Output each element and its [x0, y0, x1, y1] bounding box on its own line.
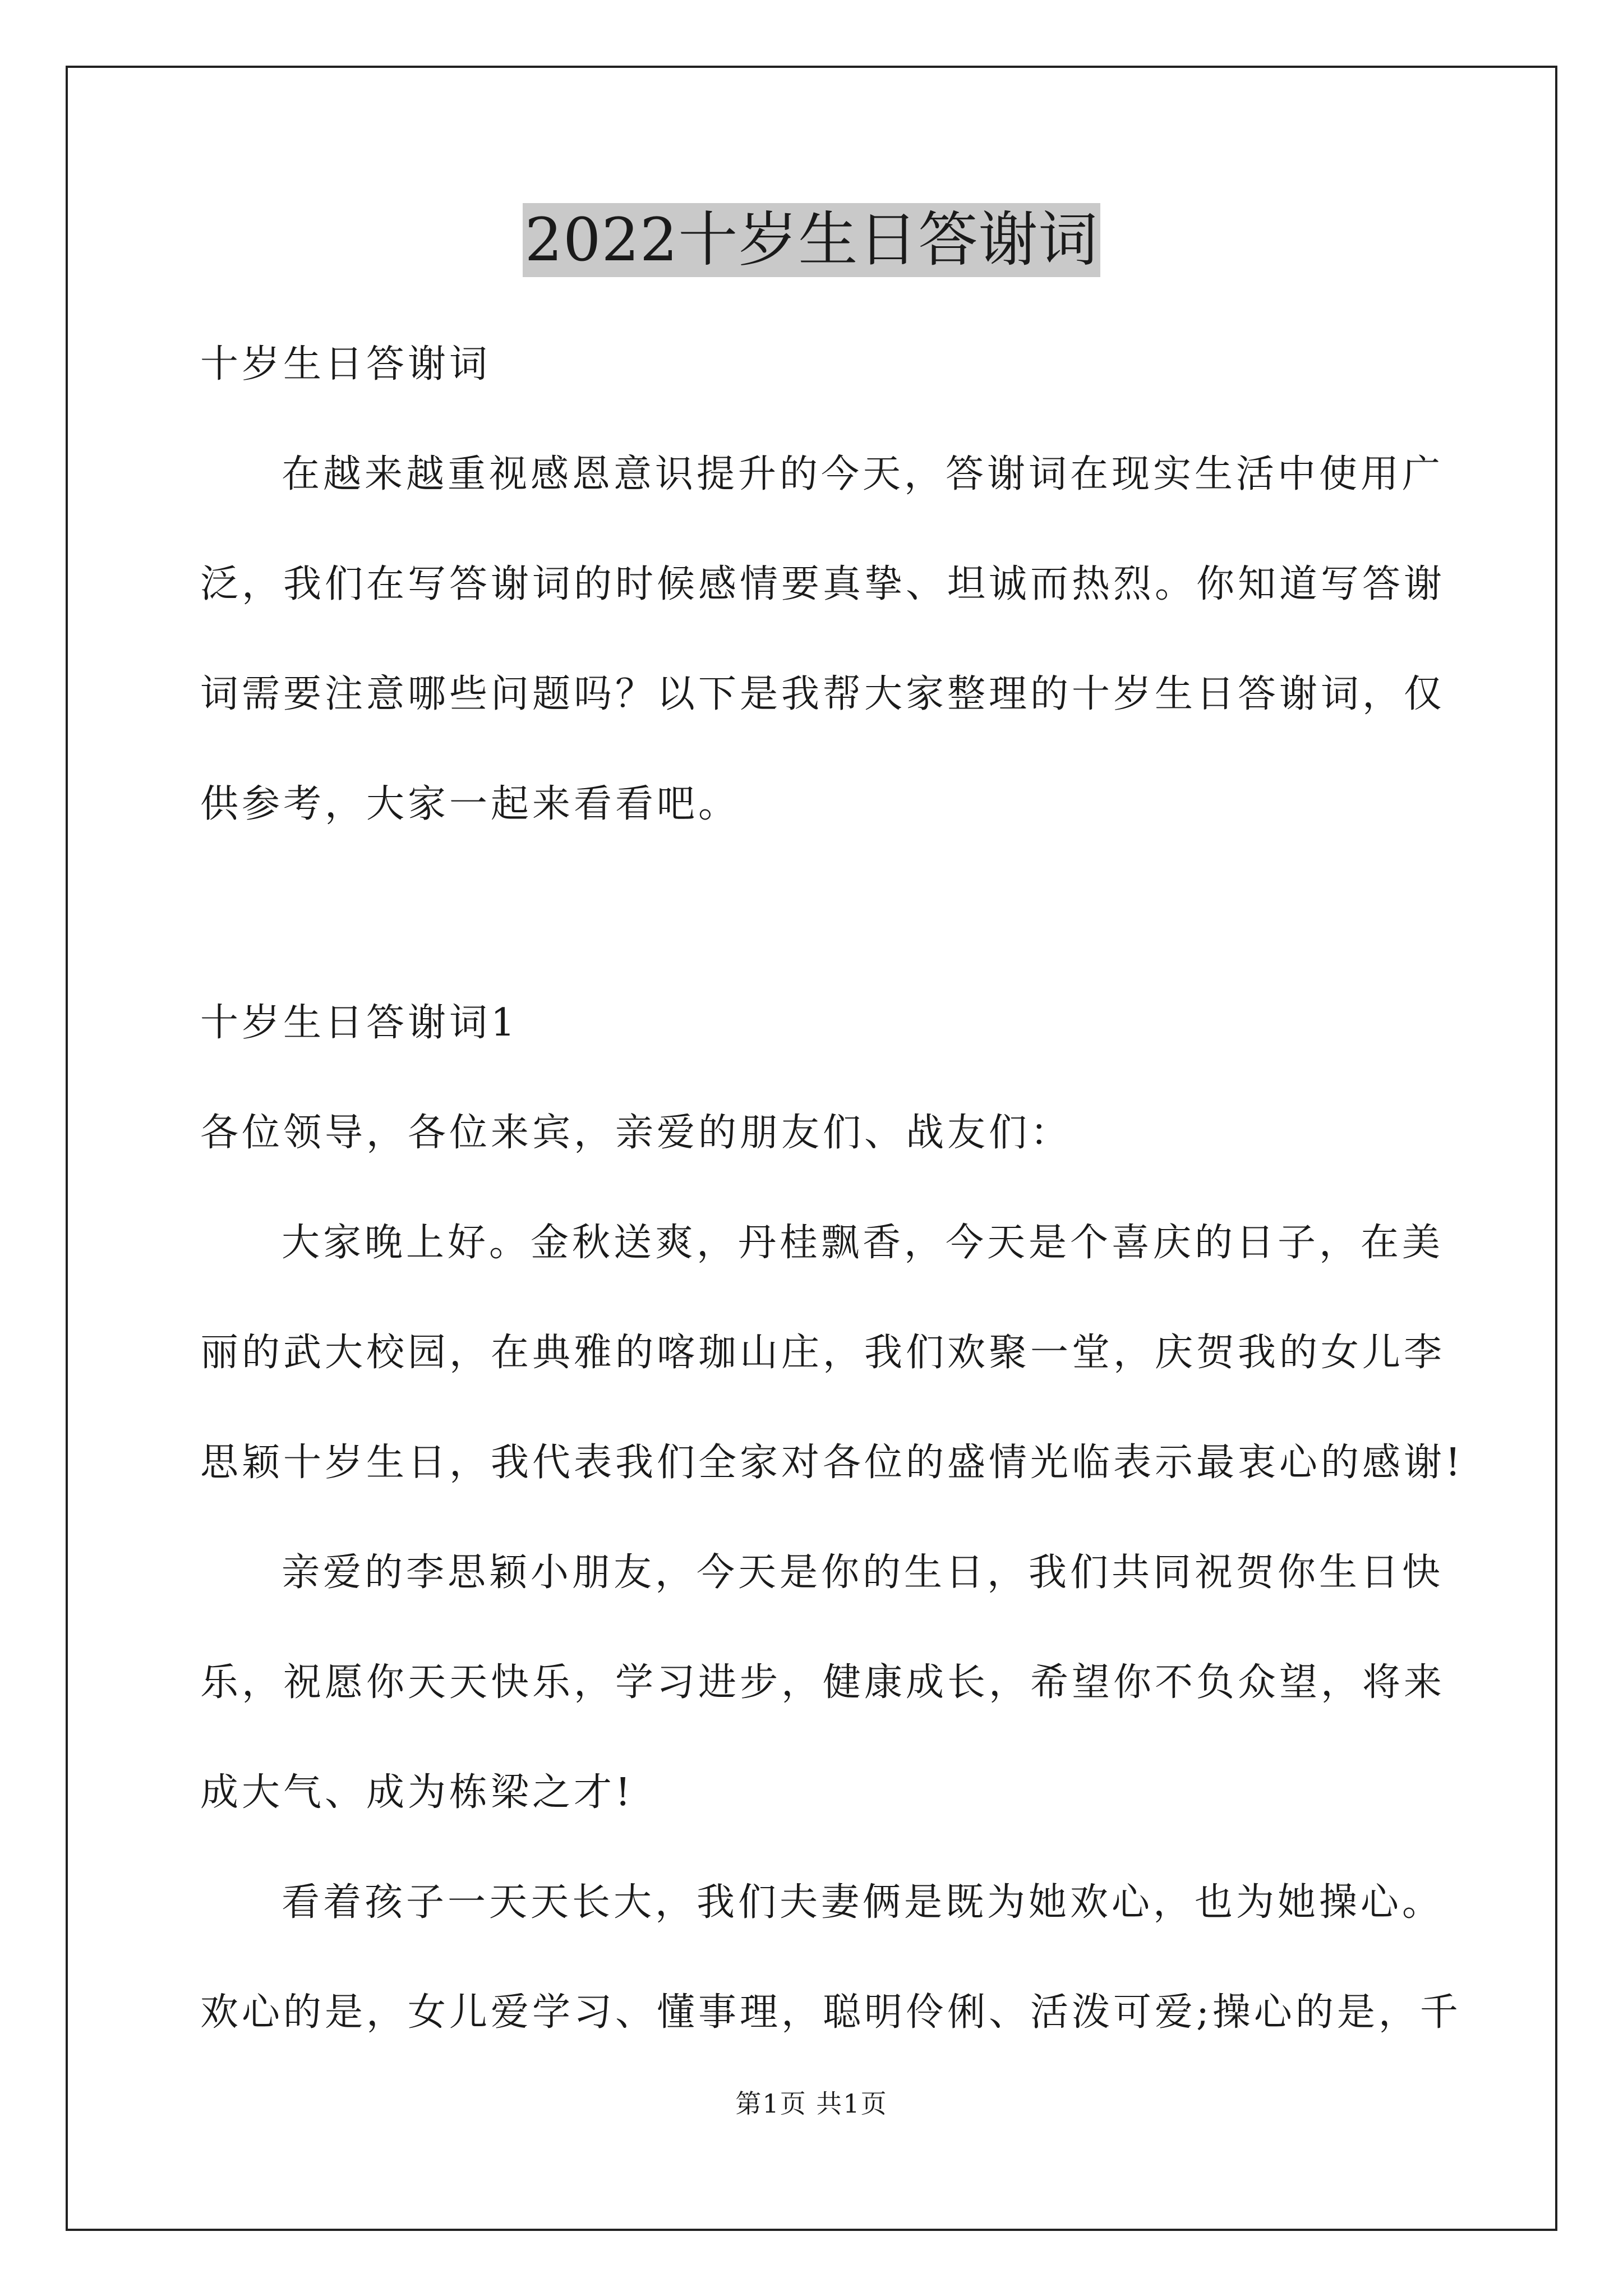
intro-line: 词需要注意哪些问题吗？以下是我帮大家整理的十岁生日答谢词，仅	[200, 672, 1446, 716]
title-container	[0, 203, 1623, 277]
greeting-line: 各位领导，各位来宾，亲爱的朋友们、战友们：	[200, 1111, 1072, 1155]
intro-line: 泛，我们在写答谢词的时候感情要真挚、坦诚而热烈。你知道写答谢	[200, 562, 1446, 606]
page-footer: 第1页 共1页	[735, 2088, 888, 2119]
paragraph-line: 看着孩子一天天长大，我们夫妻俩是既为她欢心，也为她操心。	[282, 1880, 1444, 1925]
paragraph-line: 大家晚上好。金秋送爽，丹桂飘香，今天是个喜庆的日子，在美	[282, 1221, 1444, 1265]
paragraph-line: 丽的武大校园，在典雅的喀珈山庄，我们欢聚一堂，庆贺我的女儿李	[200, 1331, 1446, 1375]
paragraph-line: 思颖十岁生日，我代表我们全家对各位的盛情光临表示最衷心的感谢!	[200, 1441, 1464, 1485]
paragraph-line: 欢心的是，女儿爱学习、懂事理，聪明伶俐、活泼可爱;操心的是，千	[200, 1990, 1461, 2035]
paragraph-line: 乐，祝愿你天天快乐，学习进步，健康成长，希望你不负众望，将来	[200, 1660, 1446, 1705]
subtitle: 十岁生日答谢词	[200, 342, 491, 386]
intro-line: 供参考，大家一起来看看吧。	[200, 782, 740, 826]
document-body	[200, 337, 1464, 2041]
paragraph-line: 亲爱的李思颖小朋友，今天是你的生日，我们共同祝贺你生日快	[282, 1550, 1444, 1595]
section-heading: 十岁生日答谢词1	[200, 1001, 519, 1045]
intro-line: 在越来越重视感恩意识提升的今天，答谢词在现实生活中使用广	[282, 452, 1444, 496]
document-title: 2022十岁生日答谢词	[523, 203, 1101, 277]
paragraph-line: 成大气、成为栋梁之才!	[200, 1770, 634, 1815]
